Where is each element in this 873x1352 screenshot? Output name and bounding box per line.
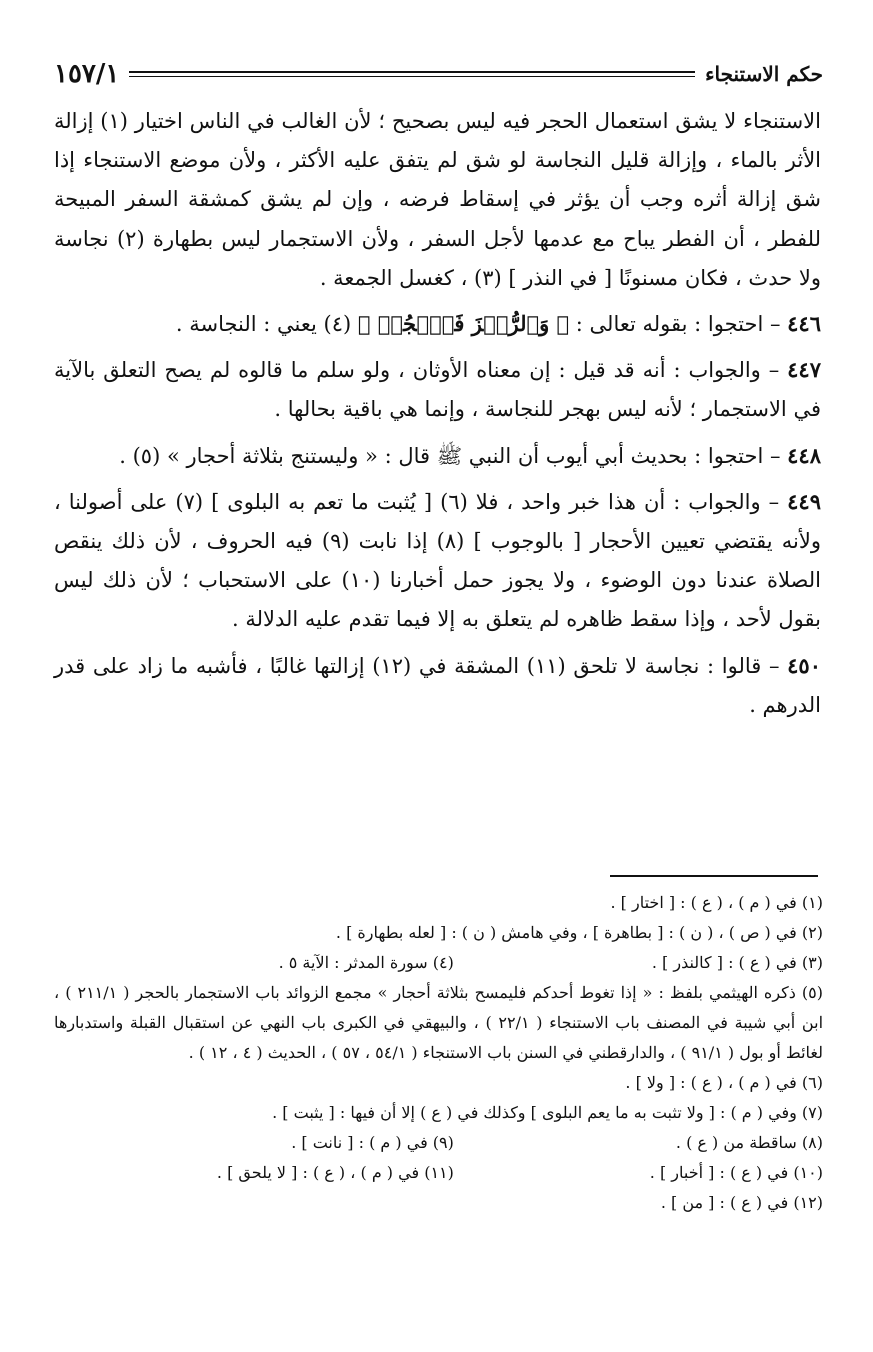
paragraph-number: ٤٥٠ [787, 652, 821, 678]
paragraph-text: – احتجوا : بحديث أبي أيوب أن النبي ﷺ قال : « وليستنج بثلاثة أحجار » (٥) . [119, 443, 788, 468]
paragraph-450 [54, 646, 821, 725]
paragraph-text: (٤) يعني : النجاسة . [175, 312, 358, 337]
running-title: حكم الاستنجاء [705, 62, 823, 86]
footnote-row [54, 1128, 823, 1158]
paragraph-continuation: الاستنجاء لا يشق استعمال الحجر فيه ليس بصحيح ؛ لأن الغالب في الناس اختيار (١) إزالة الأثر بالماء ، وإزالة قليل النجاسة لو شق لم يتفق عليه الأكثر ، ولأن موضع الاستنجاء إذا شق إزالة أثره وجب أن يؤثر في إسقاط فرضه ، وإن لم يشق كمشقة السفر المبيحة للفطر ، أن الفطر يباح مع عدمها لأجل السفر ، ولأن الاستجمار ليس بطهارة (٢) نجاسة ولا حدث ، فكان مسنونًا [ في النذر ] (٣) ، كغسل الجمعة . [54, 109, 821, 290]
paragraph-text: – قالوا : نجاسة لا تلحق (١١) المشقة في (١٢) إزالتها غالبًا ، فأشبه ما زاد على قدر الدرهم . [54, 653, 821, 717]
footnote-row [54, 1068, 823, 1098]
footnote-7: (٧) وفي ( م ) : [ ولا تثبت به ما يعم البلوى ] وكذلك في ( ع ) إلا أن فيها : [ يثبت ] . [272, 1103, 823, 1122]
paragraph-446 [54, 304, 821, 344]
paragraph-text: – احتجوا : بقوله تعالى : [569, 312, 788, 337]
footnote-3: (٣) في ( ع ) : [ كالنذر ] . [651, 953, 823, 972]
footnote-10: (١٠) في ( ع ) : [ أخبار ] . [649, 1163, 823, 1182]
footnote-9: (٩) في ( م ) : [ نانت ] . [291, 1133, 454, 1152]
footnote-12: (١٢) في ( ع ) : [ من ] . [660, 1193, 823, 1212]
footnote-4: (٤) سورة المدثر : الآية ٥ . [278, 953, 454, 972]
page-number: ١٥٧/١ [54, 59, 120, 89]
paragraph-449 [54, 482, 821, 640]
paragraph-447 [54, 350, 821, 429]
paragraph-number: ٤٤٧ [787, 357, 821, 383]
main-text [54, 102, 821, 731]
paragraph-number: ٤٤٩ [787, 488, 821, 514]
page-header [54, 52, 823, 96]
paragraph-number: ٤٤٦ [787, 311, 821, 337]
footnote-row [54, 948, 823, 978]
header-rule [129, 71, 695, 77]
paragraph-number: ٤٤٨ [787, 442, 821, 468]
paragraph-448 [54, 436, 821, 476]
paragraph-text: – والجواب : أن هذا خبر واحد ، فلا (٦) [ يُثبت ما تعم به البلوى ] (٧) على أصولنا ، ولأنه يقتضي تعيين الأحجار [ بالوجوب ] (٨) إذا نابت (٩) فيه الحروف ، لأن ذلك ينقص الصلاة عندنا دون الوضوء ، ولا يجوز حمل أخبارنا (١٠) على الاستحباب ؛ لأن ذلك ليس بقول لأحد ، وإذا سقط ظاهره لم يتعلق به إلا فيما تقدم عليه الدلالة . [54, 489, 821, 632]
footnote-6: (٦) في ( م ) ، ( ع ) : [ ولا ] . [625, 1073, 823, 1092]
footnote-2: (٢) في ( ص ) ، ( ن ) : [ بطاهرة ] ، وفي هامش ( ن ) : [ لعله بطهارة ] . [335, 923, 823, 942]
footnote-8: (٨) ساقطة من ( ع ) . [675, 1133, 823, 1152]
paragraph-text: – والجواب : أنه قد قيل : إن معناه الأوثان ، ولو سلم ما قالوه لم يصح التعلق بالآية في الاستجمار ؛ لأنه ليس بهجر للنجاسة ، وإنما هي باقية بحالها . [54, 358, 821, 422]
footnote-11: (١١) في ( م ) ، ( ع ) : [ لا يلحق ] . [216, 1163, 454, 1182]
footnotes [54, 888, 823, 1218]
footnote-5: (٥) ذكره الهيثمي بلفظ : « إذا تغوط أحدكم فليمسح بثلاثة أحجار » مجمع الزوائد باب الاستجمار بالحجر ( ٢١١/١ ) ، ابن أبي شيبة في المصنف باب الاستنجاء ( ٢٢/١ ) ، والبيهقي في الكبرى باب النهي عن استقبال القبلة واستدبارها لغائط أو بول ( ٩١/١ ) ، والدارقطني في السنن باب الاستنجاء ( ٥٤/١ ، ٥٧ ) ، الحديث ( ٤ ، ١٢ ) . [54, 983, 824, 1062]
footnote-separator [610, 875, 818, 877]
footnote-1: (١) في ( م ) ، ( ع ) : [ اختار ] . [610, 893, 823, 912]
footnote-row [54, 1158, 823, 1188]
quran-verse: ﴿ وَٱلرُّجۡزَ فَٱهۡجُرۡ ﴾ [357, 311, 570, 337]
